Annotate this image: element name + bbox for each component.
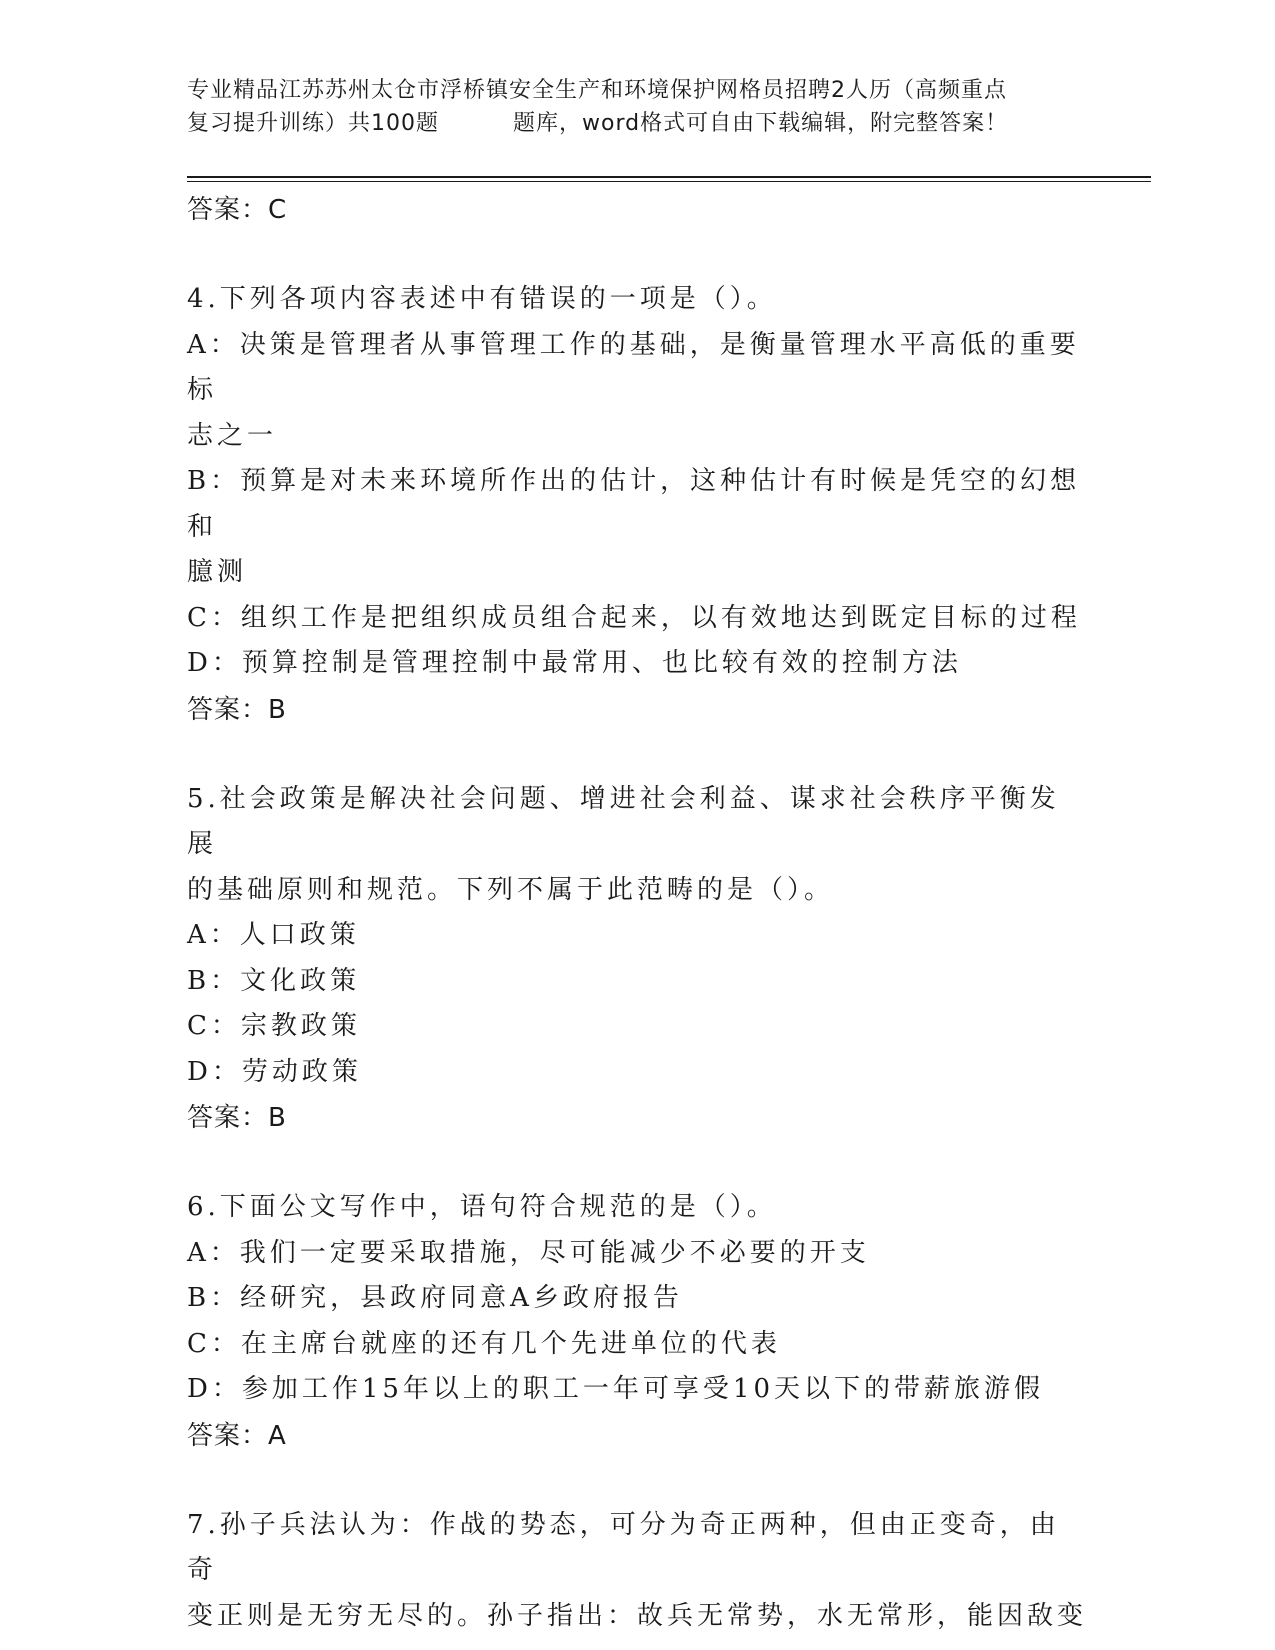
question-list (187, 187, 1087, 1639)
option-a: A：我们一定要采取措施，尽可能减少不必要的开支 (187, 1237, 870, 1268)
question-stem: 7.孙子兵法认为：作战的势态，可分为奇正两种，但由正变奇，由奇 (187, 1509, 1060, 1585)
header-line-2-part-a: 复习提升训练）共100题 (187, 111, 439, 136)
question-stem: 4.下列各项内容表述中有错误的一项是（）。 (187, 284, 777, 314)
question-stem: 6.下面公文写作中，语句符合规范的是（）。 (187, 1192, 777, 1222)
header-line-2-part-b: 题库，word格式可自由下载编辑，附完整答案！ (513, 111, 1009, 136)
question-stem: 5.社会政策是解决社会问题、增进社会利益、谋求社会秩序平衡发展 (187, 783, 1060, 859)
option-c: C：在主席台就座的还有几个先进单位的代表 (187, 1328, 781, 1359)
option-b: B：文化政策 (187, 965, 361, 996)
page-header (187, 74, 1087, 140)
question-5 (187, 777, 1087, 1142)
answer-line: 答案：B (187, 1103, 287, 1133)
header-line-1: 专业精品江苏苏州太仓市浮桥镇安全生产和环境保护网格员招聘2人历（高频重点 (187, 78, 1007, 103)
question-stem-continued: 的基础原则和规范。下列不属于此范畴的是（）。 (187, 874, 835, 905)
question-stem-continued: 变正则是无穷无尽的。孙子指出：故兵无常势，水无常形，能因敌变 (187, 1600, 1088, 1631)
question-6 (187, 1185, 1087, 1459)
header-line-2 (187, 107, 1087, 140)
option-a: A：决策是管理者从事管理工作的基础，是衡量管理水平高低的重要标 (187, 329, 1080, 405)
option-a-continued: 志之一 (187, 420, 278, 451)
option-d: D：预算控制是管理控制中最常用、也比较有效的控制方法 (187, 648, 962, 678)
option-d: D：劳动政策 (187, 1056, 362, 1087)
answer-line: 答案：B (187, 694, 287, 725)
option-c: C：组织工作是把组织成员组合起来，以有效地达到既定目标的过程 (187, 602, 1081, 633)
option-d: D：参加工作15年以上的职工一年可享受10天以下的带薪旅游假 (187, 1374, 1045, 1404)
option-c: C：宗教政策 (187, 1011, 361, 1041)
option-b: B：预算是对未来环境所作出的估计，这种估计有时候是凭空的幻想和 (187, 466, 1081, 542)
answer-line: 答案：C (187, 195, 288, 225)
option-b: B：经研究，县政府同意A乡政府报告 (187, 1283, 683, 1313)
header-divider-thin (187, 181, 1151, 182)
answer-line: 答案：A (187, 1420, 287, 1451)
option-a: A：人口政策 (187, 920, 360, 950)
option-b-continued: 臆测 (187, 557, 248, 587)
question-4 (187, 277, 1087, 733)
question-7 (187, 1503, 1087, 1640)
header-divider-thick (187, 176, 1151, 178)
